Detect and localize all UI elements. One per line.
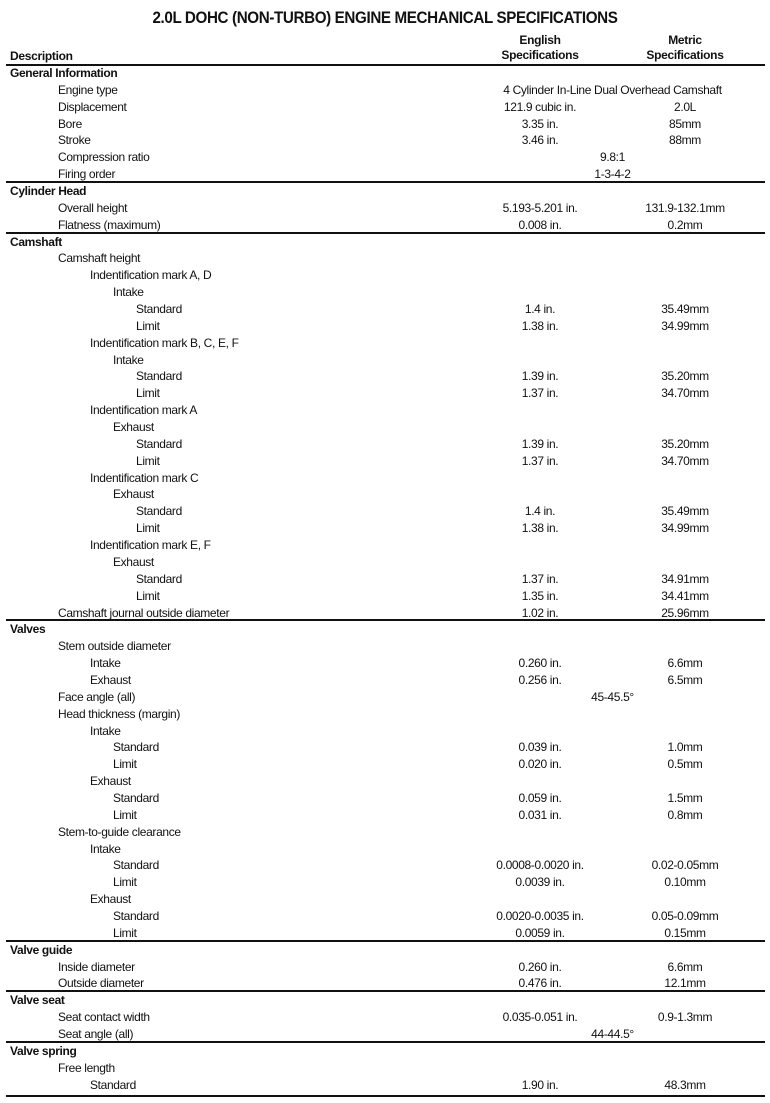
english-value: 0.0008-0.0020 in. — [496, 858, 584, 873]
metric-value: 1.5mm — [667, 790, 703, 805]
row-description: Limit — [113, 807, 137, 822]
english-value: 3.35 in. — [521, 116, 559, 131]
row-description: Face angle (all) — [58, 689, 136, 704]
row-description: Exhaust — [90, 774, 131, 789]
row-description: Standard — [136, 369, 182, 384]
column-header-metric-line1: Metric — [668, 33, 702, 47]
metric-value: 34.91mm — [661, 571, 709, 586]
row-description: Exhaust — [90, 672, 131, 687]
row-description: Engine type — [58, 82, 118, 97]
row-description: Camshaft journal outside diameter — [58, 605, 230, 620]
table-row — [0, 486, 770, 503]
row-description: Indentification mark B, C, E, F — [90, 335, 239, 350]
metric-value: 12.1mm — [664, 976, 706, 991]
table-row — [0, 756, 770, 773]
table-row — [0, 436, 770, 453]
row-description: Standard — [90, 1077, 136, 1092]
table-row — [0, 520, 770, 537]
metric-value: 88mm — [669, 133, 701, 148]
table-row — [0, 1009, 770, 1026]
table-row — [0, 554, 770, 571]
section-title: Valve guide — [10, 942, 73, 957]
combined-value: 45-45.5° — [591, 689, 634, 704]
metric-value: 34.41mm — [661, 588, 709, 603]
metric-value: 34.99mm — [661, 318, 709, 333]
metric-value: 35.20mm — [661, 436, 709, 451]
table-row — [0, 874, 770, 891]
table-row — [0, 82, 770, 99]
row-description: Flatness (maximum) — [58, 217, 161, 232]
section-title: Valves — [10, 622, 46, 637]
row-description: Indentification mark A — [90, 403, 198, 418]
table-row — [0, 318, 770, 335]
row-description: Stem outside diameter — [58, 639, 171, 654]
section-header-row — [6, 990, 765, 1009]
row-description: Standard — [136, 571, 182, 586]
table-row — [0, 200, 770, 217]
row-description: Stroke — [58, 133, 91, 148]
table-row — [0, 672, 770, 689]
row-description: Seat contact width — [58, 1010, 150, 1025]
table-row — [0, 790, 770, 807]
table-row — [0, 807, 770, 824]
table-row — [0, 908, 770, 925]
english-value: 0.039 in. — [518, 740, 562, 755]
english-value: 1.38 in. — [521, 521, 559, 536]
row-description: Bore — [58, 116, 82, 131]
table-row — [0, 335, 770, 352]
table-row — [0, 470, 770, 487]
row-description: Exhaust — [113, 487, 154, 502]
row-description: Compression ratio — [58, 150, 150, 165]
metric-value: 0.2mm — [667, 217, 703, 232]
section-header-row — [0, 65, 770, 82]
metric-value: 34.70mm — [661, 386, 709, 401]
section-header-row — [6, 1041, 765, 1060]
metric-value: 131.9-132.1mm — [645, 200, 725, 215]
table-row — [0, 149, 770, 166]
english-value: 1.39 in. — [521, 369, 559, 384]
row-description: Outside diameter — [58, 976, 144, 991]
row-description: Limit — [113, 875, 137, 890]
column-header-description: Description — [10, 49, 73, 63]
column-header-english — [480, 33, 600, 63]
english-value: 0.008 in. — [518, 217, 562, 232]
row-description: Head thickness (margin) — [58, 706, 180, 721]
metric-value: 0.02-0.05mm — [651, 858, 719, 873]
section-title: Valve spring — [10, 1043, 77, 1058]
metric-value: 6.6mm — [667, 959, 703, 974]
metric-value: 6.6mm — [667, 656, 703, 671]
row-description: Standard — [113, 908, 159, 923]
english-value: 1.37 in. — [521, 571, 559, 586]
english-value: 0.476 in. — [518, 976, 562, 991]
english-value: 1.35 in. — [521, 588, 559, 603]
metric-value: 6.5mm — [667, 672, 703, 687]
row-description: Overall height — [58, 200, 128, 215]
combined-value: 44-44.5° — [591, 1026, 634, 1041]
row-description: Limit — [113, 757, 137, 772]
column-header-metric-line2: Specifications — [646, 48, 724, 62]
table-row — [0, 537, 770, 554]
english-value: 0.0020-0.0035 in. — [496, 908, 584, 923]
row-description: Indentification mark E, F — [90, 538, 211, 553]
combined-value: 9.8:1 — [600, 150, 625, 165]
row-description: Inside diameter — [58, 959, 135, 974]
row-description: Exhaust — [90, 892, 131, 907]
metric-value: 35.49mm — [661, 302, 709, 317]
metric-value: 85mm — [669, 116, 701, 131]
table-row — [0, 402, 770, 419]
row-description: Limit — [136, 521, 160, 536]
row-description: Free length — [58, 1060, 115, 1075]
section-title: General Information — [10, 66, 118, 80]
metric-value: 0.8mm — [667, 807, 703, 822]
table-bottom-divider — [6, 1095, 765, 1097]
row-description: Intake — [90, 723, 121, 738]
table-row — [0, 773, 770, 790]
metric-value: 34.70mm — [661, 453, 709, 468]
section-title: Camshaft — [10, 234, 62, 249]
table-row — [0, 368, 770, 385]
english-value: 3.46 in. — [521, 133, 559, 148]
row-description: Intake — [90, 841, 121, 856]
row-description: Intake — [90, 656, 121, 671]
section-header-row — [6, 181, 765, 200]
combined-value: 1-3-4-2 — [594, 167, 631, 182]
english-value: 0.260 in. — [518, 656, 562, 671]
table-row — [0, 284, 770, 301]
section-header-row — [6, 232, 765, 251]
english-value: 1.37 in. — [521, 386, 559, 401]
row-description: Standard — [113, 740, 159, 755]
metric-value: 35.20mm — [661, 369, 709, 384]
section-header-row — [6, 940, 765, 959]
row-description: Limit — [136, 318, 160, 333]
metric-value: 2.0L — [674, 99, 696, 114]
metric-value: 1.0mm — [667, 740, 703, 755]
metric-value: 0.5mm — [667, 757, 703, 772]
row-description: Exhaust — [113, 420, 154, 435]
english-value: 1.38 in. — [521, 318, 559, 333]
row-description: Exhaust — [113, 554, 154, 569]
row-description: Seat angle (all) — [58, 1026, 134, 1041]
row-description: Standard — [136, 504, 182, 519]
english-value: 0.0039 in. — [515, 875, 565, 890]
row-description: Standard — [113, 858, 159, 873]
row-description: Standard — [136, 436, 182, 451]
table-row — [0, 385, 770, 402]
row-description: Intake — [113, 352, 144, 367]
english-value: 0.020 in. — [518, 757, 562, 772]
table-row — [0, 588, 770, 605]
english-value: 121.9 cubic in. — [503, 99, 577, 114]
table-row — [0, 132, 770, 149]
table-row — [0, 267, 770, 284]
row-description: Indentification mark C — [90, 470, 199, 485]
row-description: Standard — [113, 790, 159, 805]
metric-value: 48.3mm — [664, 1077, 706, 1092]
table-row — [0, 301, 770, 318]
row-description: Limit — [136, 588, 160, 603]
row-description: Indentification mark A, D — [90, 268, 212, 283]
section-title: Cylinder Head — [10, 184, 87, 199]
table-row — [0, 841, 770, 858]
table-row — [0, 419, 770, 436]
english-value: 1.37 in. — [521, 453, 559, 468]
english-value: 0.035-0.051 in. — [502, 1010, 578, 1025]
table-row — [0, 99, 770, 116]
column-header-english-line2: Specifications — [501, 48, 579, 62]
table-row — [0, 250, 770, 267]
table-row — [0, 891, 770, 908]
table-row — [0, 453, 770, 470]
table-row — [0, 655, 770, 672]
metric-value: 34.99mm — [661, 521, 709, 536]
row-description: Intake — [113, 285, 144, 300]
table-row — [0, 857, 770, 874]
metric-value: 0.05-0.09mm — [651, 908, 719, 923]
metric-value: 0.9-1.3mm — [657, 1010, 713, 1025]
table-row — [0, 571, 770, 588]
page-title: 2.0L DOHC (NON-TURBO) ENGINE MECHANICAL SPECIFICATIONS — [152, 9, 618, 27]
english-value: 0.059 in. — [518, 790, 562, 805]
row-description: Camshaft height — [58, 251, 141, 266]
combined-value: 4 Cylinder In-Line Dual Overhead Camshaft — [503, 82, 722, 97]
row-description: Firing order — [58, 167, 116, 182]
english-value: 1.39 in. — [521, 436, 559, 451]
metric-value: 0.10mm — [664, 875, 706, 890]
table-row — [0, 739, 770, 756]
metric-value: 0.15mm — [664, 925, 706, 940]
table-row — [0, 503, 770, 520]
row-description: Displacement — [58, 99, 127, 114]
table-row — [0, 824, 770, 841]
row-description: Stem-to-guide clearance — [58, 824, 181, 839]
section-header-row — [6, 619, 765, 638]
table-row — [0, 959, 770, 976]
table-row — [0, 1060, 770, 1077]
section-title: Valve seat — [10, 993, 65, 1008]
english-value: 1.02 in. — [521, 605, 559, 620]
table-row — [0, 706, 770, 723]
table-row — [0, 116, 770, 133]
row-description: Standard — [136, 302, 182, 317]
table-row — [0, 638, 770, 655]
english-value: 1.4 in. — [524, 504, 556, 519]
english-value: 1.90 in. — [521, 1077, 559, 1092]
metric-value: 25.96mm — [661, 605, 709, 620]
english-value: 1.4 in. — [524, 302, 556, 317]
english-value: 0.260 in. — [518, 959, 562, 974]
english-value: 0.031 in. — [518, 807, 562, 822]
english-value: 5.193-5.201 in. — [502, 200, 578, 215]
row-description: Limit — [136, 386, 160, 401]
table-row — [0, 1077, 770, 1094]
column-header-english-line1: English — [519, 33, 561, 47]
english-value: 0.256 in. — [518, 672, 562, 687]
table-row — [0, 352, 770, 369]
table-row — [0, 689, 770, 706]
metric-value: 35.49mm — [661, 504, 709, 519]
spec-table — [0, 65, 770, 1093]
row-description: Limit — [136, 453, 160, 468]
english-value: 0.0059 in. — [515, 925, 565, 940]
table-row — [0, 723, 770, 740]
row-description: Limit — [113, 925, 137, 940]
column-header-metric — [625, 33, 745, 63]
